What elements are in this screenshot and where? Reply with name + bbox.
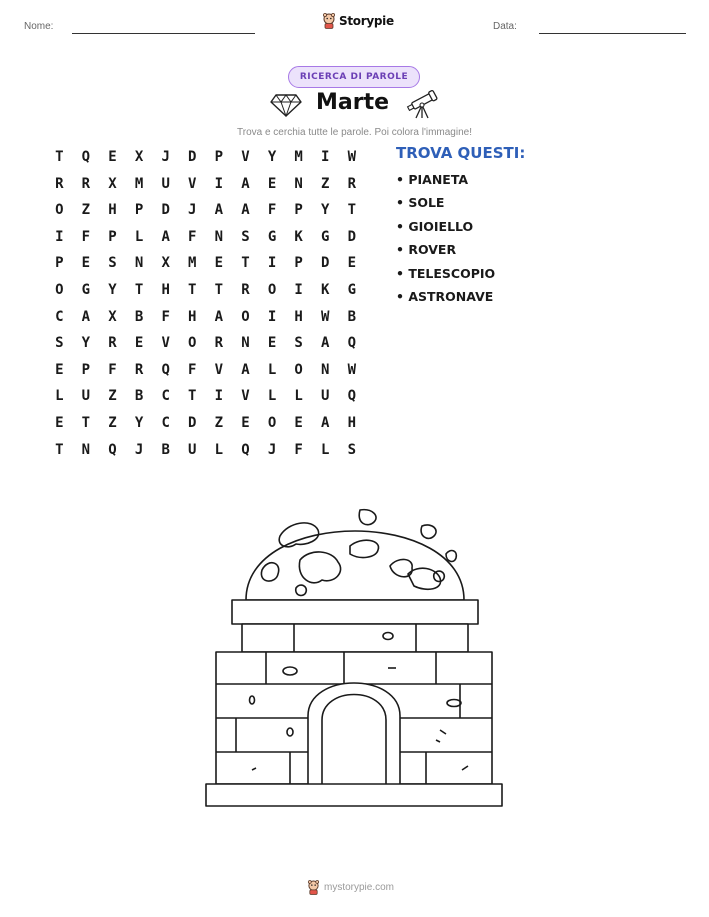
footer xyxy=(307,880,394,895)
grid-row xyxy=(46,253,365,280)
grid-letter[interactable]: T xyxy=(347,202,357,219)
grid-letter[interactable]: B xyxy=(134,308,144,325)
grid-letter[interactable]: A xyxy=(241,361,250,378)
grid-letter[interactable]: Q xyxy=(161,361,170,378)
grid-letter[interactable]: R xyxy=(55,175,64,192)
grid-letter[interactable]: Y xyxy=(321,202,330,219)
grid-letter[interactable]: S xyxy=(55,335,64,352)
grid-letter[interactable]: R xyxy=(241,281,250,298)
grid-letter[interactable]: N xyxy=(321,361,330,378)
diamond-icon xyxy=(270,93,302,117)
storypie-mascot-icon xyxy=(307,880,320,895)
grid-letter[interactable]: T xyxy=(241,255,250,272)
activity-badge: RICERCA DI PAROLE xyxy=(288,66,420,88)
brand-name: Storypie xyxy=(339,14,394,28)
grid-letter[interactable]: Q xyxy=(347,335,357,352)
grid-letter[interactable]: E xyxy=(134,335,144,352)
grid-row xyxy=(46,333,365,360)
grid-letter[interactable]: X xyxy=(134,149,144,165)
grid-letter[interactable]: G xyxy=(321,228,330,245)
word-search-grid[interactable] xyxy=(46,147,365,466)
grid-letter[interactable]: E xyxy=(108,149,117,165)
grid-letter[interactable]: Z xyxy=(108,388,117,405)
word-item: • GIOIELLO xyxy=(396,218,474,234)
grid-letter[interactable]: H xyxy=(188,308,197,325)
date-line[interactable] xyxy=(539,33,686,34)
grid-letter[interactable]: B xyxy=(161,441,170,458)
grid-letter[interactable]: I xyxy=(267,308,277,325)
grid-letter[interactable]: V xyxy=(188,175,197,192)
grid-letter[interactable]: F xyxy=(188,228,197,245)
grid-letter[interactable]: Y xyxy=(267,149,277,165)
grid-letter[interactable]: Z xyxy=(321,175,330,192)
grid-letter[interactable]: U xyxy=(188,441,197,458)
grid-letter[interactable]: V xyxy=(161,335,170,352)
grid-letter[interactable]: Q xyxy=(108,441,117,458)
grid-letter[interactable]: S xyxy=(294,335,303,352)
grid-letter[interactable]: A xyxy=(241,202,250,219)
grid-letter[interactable]: A xyxy=(321,414,330,431)
grid-letter[interactable]: J xyxy=(134,441,144,458)
grid-letter[interactable]: O xyxy=(267,281,277,298)
grid-letter[interactable]: A xyxy=(241,175,250,192)
grid-letter[interactable]: G xyxy=(347,281,357,298)
grid-letter[interactable]: K xyxy=(294,228,303,245)
grid-letter[interactable]: O xyxy=(241,308,250,325)
grid-letter[interactable]: A xyxy=(81,308,91,325)
grid-row xyxy=(46,360,365,387)
grid-letter[interactable]: L xyxy=(321,441,330,458)
grid-letter[interactable]: R xyxy=(134,361,144,378)
grid-letter[interactable]: T xyxy=(188,388,197,405)
grid-letter[interactable]: D xyxy=(321,255,330,272)
grid-letter[interactable]: S xyxy=(108,255,117,272)
grid-letter[interactable]: E xyxy=(267,335,277,352)
grid-letter[interactable]: X xyxy=(161,255,170,272)
grid-letter[interactable]: I xyxy=(55,228,64,245)
page-title: Marte xyxy=(316,90,390,115)
grid-letter[interactable]: E xyxy=(294,414,303,431)
grid-letter[interactable]: A xyxy=(214,202,224,219)
grid-letter[interactable]: G xyxy=(81,281,91,298)
grid-letter[interactable]: J xyxy=(188,202,197,219)
grid-row xyxy=(46,174,365,201)
grid-letter[interactable]: C xyxy=(161,414,170,431)
grid-letter[interactable]: R xyxy=(108,335,117,352)
grid-row xyxy=(46,440,365,467)
grid-letter[interactable]: O xyxy=(267,414,277,431)
grid-letter[interactable]: L xyxy=(294,388,303,405)
grid-letter[interactable]: L xyxy=(134,228,144,245)
grid-letter[interactable]: N xyxy=(294,175,303,192)
grid-letter[interactable]: Z xyxy=(108,414,117,431)
grid-letter[interactable]: B xyxy=(347,308,357,325)
grid-letter[interactable]: Y xyxy=(81,335,91,352)
grid-row xyxy=(46,307,365,334)
grid-letter[interactable]: Y xyxy=(134,414,144,431)
grid-letter[interactable]: Q xyxy=(81,149,91,165)
grid-letter[interactable]: E xyxy=(81,255,91,272)
observatory-illustration[interactable] xyxy=(200,488,510,813)
grid-letter[interactable]: F xyxy=(161,308,170,325)
grid-letter[interactable]: I xyxy=(214,388,224,405)
footer-url[interactable]: mystorypie.com xyxy=(324,882,395,893)
word-item: • TELESCOPIO xyxy=(396,265,496,281)
grid-letter[interactable]: S xyxy=(241,228,250,245)
grid-letter[interactable]: R xyxy=(81,175,91,192)
grid-letter[interactable]: H xyxy=(294,308,303,325)
grid-letter[interactable]: E xyxy=(241,414,250,431)
grid-letter[interactable]: I xyxy=(294,281,303,298)
grid-letter[interactable]: E xyxy=(55,361,64,378)
word-item: • ROVER xyxy=(396,242,457,258)
grid-letter[interactable]: U xyxy=(161,175,170,192)
brand-logo xyxy=(322,13,394,29)
grid-row xyxy=(46,413,365,440)
grid-letter[interactable]: A xyxy=(214,308,224,325)
grid-letter[interactable]: K xyxy=(321,281,330,298)
grid-letter[interactable]: T xyxy=(55,441,64,458)
grid-letter[interactable]: A xyxy=(161,228,170,245)
grid-letter[interactable]: P xyxy=(55,255,64,272)
grid-letter[interactable]: M xyxy=(294,149,303,165)
grid-letter[interactable]: H xyxy=(161,281,170,298)
grid-letter[interactable]: P xyxy=(134,202,144,219)
grid-letter[interactable]: M xyxy=(134,175,144,192)
grid-letter[interactable]: W xyxy=(347,149,357,165)
word-item: • ASTRONAVE xyxy=(396,288,494,304)
name-line[interactable] xyxy=(72,33,255,34)
grid-letter[interactable]: F xyxy=(188,361,197,378)
grid-row xyxy=(46,227,365,254)
grid-letter[interactable]: D xyxy=(347,228,357,245)
grid-row xyxy=(46,200,365,227)
grid-letter[interactable]: D xyxy=(188,414,197,431)
grid-letter[interactable]: F xyxy=(267,202,277,219)
instructions: Trova e cerchia tutte le parole. Poi colora l'immagine! xyxy=(237,127,472,138)
grid-letter[interactable]: N xyxy=(241,335,250,352)
title-row xyxy=(270,90,440,122)
grid-letter[interactable]: E xyxy=(55,414,64,431)
grid-letter[interactable]: G xyxy=(267,228,277,245)
grid-letter[interactable]: W xyxy=(347,361,357,378)
grid-letter[interactable]: P xyxy=(294,202,303,219)
grid-letter[interactable]: N xyxy=(81,441,91,458)
grid-letter[interactable]: Z xyxy=(214,414,224,431)
grid-row xyxy=(46,386,365,413)
grid-letter[interactable]: X xyxy=(108,175,117,192)
grid-letter[interactable]: H xyxy=(347,414,357,431)
grid-letter[interactable]: Q xyxy=(347,388,357,405)
grid-letter[interactable]: A xyxy=(321,335,330,352)
grid-letter[interactable]: E xyxy=(214,255,224,272)
grid-letter[interactable]: U xyxy=(81,388,91,405)
grid-letter[interactable]: T xyxy=(81,414,91,431)
grid-letter[interactable]: Y xyxy=(108,281,117,298)
grid-letter[interactable]: O xyxy=(55,281,64,298)
telescope-icon xyxy=(402,90,442,120)
grid-letter[interactable]: S xyxy=(347,441,357,458)
word-list-title: TROVA QUESTI: xyxy=(396,144,526,162)
grid-letter[interactable]: C xyxy=(55,308,64,325)
grid-letter[interactable]: P xyxy=(108,228,117,245)
grid-letter[interactable]: R xyxy=(347,175,357,192)
grid-letter[interactable]: J xyxy=(267,441,277,458)
grid-letter[interactable]: W xyxy=(321,308,330,325)
grid-letter[interactable]: I xyxy=(321,149,330,165)
grid-letter[interactable]: N xyxy=(134,255,144,272)
grid-letter[interactable]: N xyxy=(214,228,224,245)
grid-letter[interactable]: D xyxy=(188,149,197,165)
grid-letter[interactable]: I xyxy=(214,175,224,192)
grid-letter[interactable]: T xyxy=(214,281,224,298)
grid-letter[interactable]: V xyxy=(241,149,250,165)
name-label: Nome: xyxy=(24,21,54,32)
grid-letter[interactable]: E xyxy=(267,175,277,192)
grid-letter[interactable]: J xyxy=(161,149,170,165)
grid-letter[interactable]: M xyxy=(188,255,197,272)
grid-letter[interactable]: O xyxy=(188,335,197,352)
word-list xyxy=(396,144,525,312)
grid-letter[interactable]: L xyxy=(214,441,224,458)
grid-letter[interactable]: P xyxy=(294,255,303,272)
word-item: • PIANETA xyxy=(396,172,469,187)
grid-letter[interactable]: Z xyxy=(81,202,91,219)
grid-letter[interactable]: R xyxy=(214,335,224,352)
grid-letter[interactable]: B xyxy=(134,388,144,405)
grid-letter[interactable]: C xyxy=(161,388,170,405)
grid-letter[interactable]: D xyxy=(161,202,170,219)
word-item: • SOLE xyxy=(396,195,445,211)
grid-letter[interactable]: L xyxy=(267,388,277,405)
grid-letter[interactable]: V xyxy=(241,388,250,405)
grid-letter[interactable]: L xyxy=(267,361,277,378)
grid-letter[interactable]: L xyxy=(55,388,64,405)
grid-letter[interactable]: O xyxy=(55,202,64,219)
grid-row xyxy=(46,280,365,307)
grid-letter[interactable]: F xyxy=(81,228,91,245)
storypie-mascot-icon xyxy=(322,13,336,29)
date-label: Data: xyxy=(493,21,517,32)
grid-letter[interactable]: X xyxy=(108,308,117,325)
grid-letter[interactable]: F xyxy=(108,361,117,378)
grid-letter[interactable]: F xyxy=(294,441,303,458)
grid-letter[interactable]: T xyxy=(188,281,197,298)
grid-letter[interactable]: O xyxy=(294,361,303,378)
grid-letter[interactable]: U xyxy=(321,388,330,405)
grid-letter[interactable]: T xyxy=(134,281,144,298)
grid-letter[interactable]: Q xyxy=(241,441,250,458)
grid-letter[interactable]: P xyxy=(214,149,224,165)
grid-letter[interactable]: P xyxy=(81,361,91,378)
grid-letter[interactable]: T xyxy=(55,149,64,165)
grid-letter[interactable]: E xyxy=(347,255,357,272)
grid-row xyxy=(46,147,365,174)
grid-letter[interactable]: H xyxy=(108,202,117,219)
grid-letter[interactable]: V xyxy=(214,361,224,378)
grid-letter[interactable]: I xyxy=(267,255,277,272)
